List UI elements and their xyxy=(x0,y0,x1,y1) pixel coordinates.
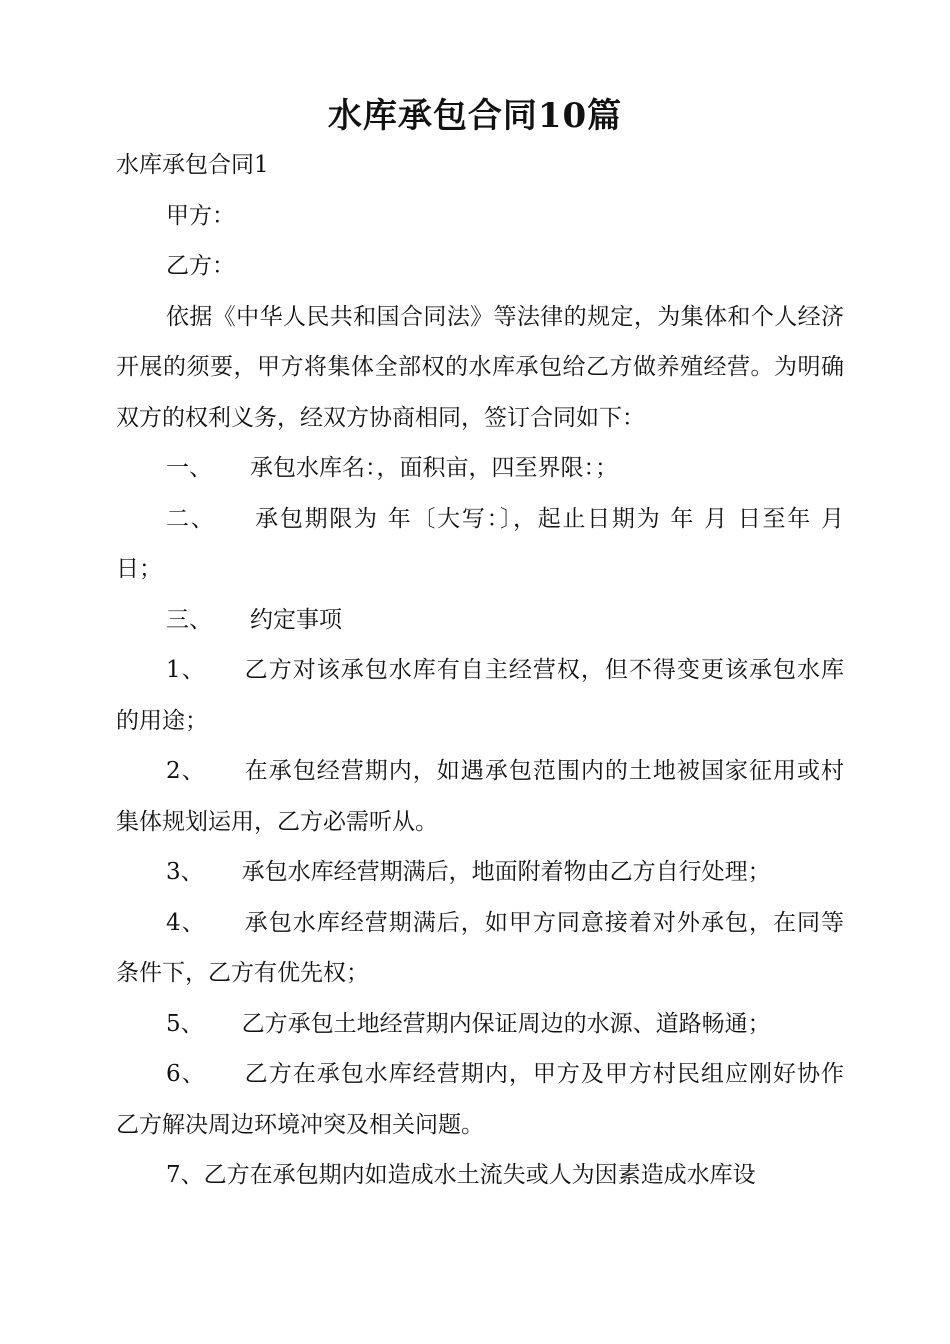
item-text: 承包水库经营期满后，地面附着物由乙方自行处理； xyxy=(241,859,771,885)
item-number: 3、 xyxy=(166,859,204,885)
section-2 xyxy=(116,494,844,595)
section-1 xyxy=(116,443,844,494)
item-1 xyxy=(116,645,844,746)
section-3 xyxy=(116,595,844,646)
section-text: 承包水库名：，面积亩，四至界限：； xyxy=(250,455,618,481)
section-text: 承包期限为 年〔大写：〕，起止日期为 年 月 日至年 月 日； xyxy=(116,505,845,582)
section-number: 二、 xyxy=(166,505,216,532)
item-number: 5、 xyxy=(166,1010,204,1037)
item-text: 乙方在承包水库经营期内，甲方及甲方村民组应刚好协作 乙方解决周边环境冲突及相关问题。 xyxy=(116,1061,845,1138)
item-number: 1、 xyxy=(166,657,206,683)
party-b-line: 乙方： xyxy=(166,253,235,279)
section-number: 一、 xyxy=(166,455,212,481)
document-title: 水库承包合同10篇 xyxy=(327,96,623,136)
item-text: 乙方承包土地经营期内保证周边的水源、道路畅通； xyxy=(241,1010,771,1037)
item-text: 在承包经营期内，如遇承包范围内的土地被国家征用或村 集体规划运用，乙方必需听从。 xyxy=(116,758,845,835)
item-text: 承包水库经营期满后，如甲方同意接着对外承包，在同等 条件下，乙方有优先权； xyxy=(116,909,845,986)
item-7: 7、乙方在承包期内如造成水土流失或人为因素造成水库设 xyxy=(166,1162,756,1188)
item-6 xyxy=(116,1049,844,1150)
document-body xyxy=(116,140,844,1201)
preamble-paragraph: 依据《中华人民共和国合同法》等法律的规定，为集体和个人经济开展的须要，甲方将集体全部权的水库承包给乙方做养殖经营。为明确双方的权利义务，经双方协商相同，签订合同如下： xyxy=(116,303,844,431)
item-3 xyxy=(116,847,844,898)
section-number: 三、 xyxy=(166,606,212,633)
item-number: 2、 xyxy=(166,758,206,784)
section-text: 约定事项 xyxy=(250,606,342,633)
item-text: 乙方对该承包水库有自主经营权，但不得变更该承包水库 的用途； xyxy=(116,657,845,734)
contract-heading: 水库承包合同1 xyxy=(116,152,269,178)
item-2 xyxy=(116,746,844,847)
item-number: 6、 xyxy=(166,1061,206,1087)
party-a-line: 甲方： xyxy=(166,202,235,229)
item-5 xyxy=(116,999,844,1050)
item-4 xyxy=(116,898,844,999)
item-number: 4、 xyxy=(166,909,206,936)
